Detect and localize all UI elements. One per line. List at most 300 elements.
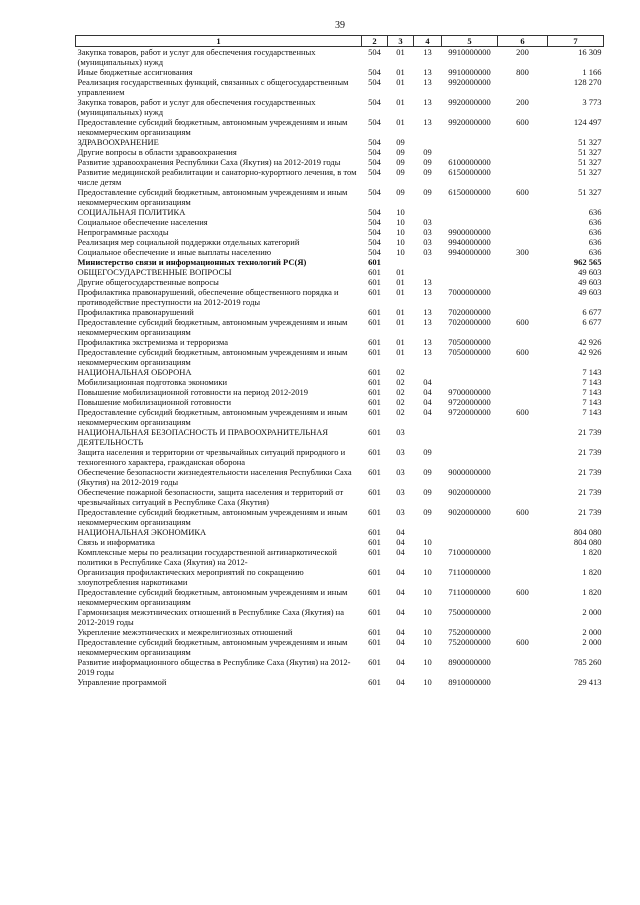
- table-row: [76, 567, 604, 587]
- item-name: Предоставление субсидий бюджетным, автономным учреждениям и иным некоммерческим организациям: [77, 637, 348, 657]
- target-article-code: [442, 137, 498, 147]
- amount: 21 739: [578, 467, 602, 477]
- amount: 1 820: [582, 587, 602, 597]
- department-code: 601: [368, 317, 381, 327]
- expense-type-code: [498, 167, 548, 187]
- department-code: 601: [368, 257, 381, 267]
- section-code: 03: [396, 487, 405, 497]
- item-name: ЗДРАВООХРАНЕНИЕ: [77, 137, 159, 147]
- table-row: [76, 527, 604, 537]
- expense-type-code: [498, 157, 548, 167]
- target-article-code: 7050000000: [448, 347, 491, 357]
- subsection-code: 13: [423, 317, 432, 327]
- section-code: 01: [396, 67, 405, 77]
- target-article-code: 7050000000: [448, 337, 491, 347]
- section-code: 03: [396, 507, 405, 517]
- subsection-code: 04: [423, 387, 432, 397]
- department-code: 504: [368, 117, 381, 127]
- item-name: Развитие медицинской реабилитации и санаторно-курортного лечения, в том числе детям: [77, 167, 357, 187]
- item-name: Социальное обеспечение населения: [77, 217, 208, 227]
- subsection-code: 13: [423, 117, 432, 127]
- section-code: 01: [396, 77, 405, 87]
- expense-type-code: [498, 657, 548, 677]
- target-article-code: [442, 447, 498, 467]
- section-code: 03: [396, 467, 405, 477]
- section-code: 10: [396, 217, 405, 227]
- amount: 49 603: [578, 287, 602, 297]
- table-row: [76, 147, 604, 157]
- page-number: 39: [335, 20, 345, 31]
- subsection-code: 13: [423, 47, 432, 57]
- section-code: 01: [396, 337, 405, 347]
- target-article-code: 9940000000: [448, 237, 491, 247]
- subsection-code: 10: [423, 627, 432, 637]
- expense-type-code: [498, 387, 548, 397]
- subsection-code: [414, 427, 442, 447]
- department-code: 601: [368, 337, 381, 347]
- department-code: 601: [368, 447, 381, 457]
- subsection-code: 10: [423, 607, 432, 617]
- section-code: 01: [396, 97, 405, 107]
- section-code: [388, 257, 414, 267]
- expense-type-code: [498, 257, 548, 267]
- subsection-code: [414, 367, 442, 377]
- subsection-code: 10: [423, 587, 432, 597]
- expense-type-code: 600: [516, 587, 529, 597]
- table-row: [76, 347, 604, 367]
- table-row: [76, 157, 604, 167]
- department-code: 504: [368, 147, 381, 157]
- target-article-code: 9920000000: [448, 97, 491, 107]
- amount: 42 926: [578, 337, 602, 347]
- expense-type-code: [498, 377, 548, 387]
- column-header: 2: [362, 36, 388, 47]
- expense-type-code: [498, 207, 548, 217]
- target-article-code: 9020000000: [448, 487, 491, 497]
- department-code: 601: [368, 547, 381, 557]
- amount: 7 143: [582, 407, 602, 417]
- item-name: Реализация мер социальной поддержки отдельных категорий: [77, 237, 300, 247]
- expense-type-code: [498, 277, 548, 287]
- expense-type-code: [498, 147, 548, 157]
- target-article-code: 9000000000: [448, 467, 491, 477]
- expense-type-code: 800: [516, 67, 529, 77]
- section-code: 09: [396, 137, 405, 147]
- expense-type-code: 600: [516, 117, 529, 127]
- amount: 7 143: [582, 387, 602, 397]
- amount: 785 260: [573, 657, 602, 667]
- department-code: 504: [368, 227, 381, 237]
- expense-type-code: [498, 677, 548, 687]
- department-code: 601: [368, 507, 381, 517]
- target-article-code: 7110000000: [448, 567, 491, 577]
- subsection-code: 10: [423, 537, 432, 547]
- expense-type-code: [498, 267, 548, 277]
- department-code: 601: [368, 287, 381, 297]
- amount: 962 565: [573, 257, 602, 267]
- section-code: 04: [396, 657, 405, 667]
- column-header: 6: [498, 36, 548, 47]
- target-article-code: [442, 527, 498, 537]
- section-code: 01: [396, 267, 405, 277]
- target-article-code: 7500000000: [448, 607, 491, 617]
- expense-type-code: [498, 217, 548, 227]
- item-name: Другие вопросы в области здравоохранения: [77, 147, 237, 157]
- amount: 49 603: [578, 277, 602, 287]
- expense-type-code: [498, 527, 548, 537]
- department-code: 504: [368, 167, 381, 177]
- target-article-code: 7020000000: [448, 307, 491, 317]
- item-name: Профилактика правонарушений: [77, 307, 194, 317]
- subsection-code: 04: [423, 407, 432, 417]
- section-code: 02: [396, 387, 405, 397]
- table-row: [76, 47, 604, 68]
- item-name: Связь и информатика: [77, 537, 155, 547]
- target-article-code: 7020000000: [448, 317, 491, 327]
- target-article-code: [442, 537, 498, 547]
- amount: 7 143: [582, 397, 602, 407]
- section-code: 04: [396, 637, 405, 647]
- target-article-code: 9940000000: [448, 247, 491, 257]
- amount: 3 773: [582, 97, 602, 107]
- expense-type-code: [498, 427, 548, 447]
- subsection-code: 13: [423, 287, 432, 297]
- column-header: 3: [388, 36, 414, 47]
- subsection-code: 09: [423, 487, 432, 497]
- table-row: [76, 227, 604, 237]
- department-code: 601: [368, 537, 381, 547]
- subsection-code: 13: [423, 277, 432, 287]
- table-row: [76, 507, 604, 527]
- target-article-code: 9910000000: [448, 47, 491, 57]
- expense-type-code: [498, 337, 548, 347]
- table-row: [76, 627, 604, 637]
- item-name: Социальное обеспечение и иные выплаты населению: [77, 247, 272, 257]
- expense-type-code: [498, 607, 548, 627]
- department-code: 601: [368, 307, 381, 317]
- subsection-code: 04: [423, 397, 432, 407]
- section-code: 03: [396, 427, 405, 437]
- table-row: [76, 77, 604, 97]
- department-code: 601: [368, 377, 381, 387]
- item-name: Предоставление субсидий бюджетным, автономным учреждениям и иным некоммерческим организациям: [77, 347, 348, 367]
- department-code: 601: [368, 657, 381, 667]
- amount: 51 327: [578, 157, 602, 167]
- target-article-code: 9920000000: [448, 117, 491, 127]
- expense-type-code: [498, 287, 548, 307]
- target-article-code: 9910000000: [448, 67, 491, 77]
- subsection-code: 09: [423, 507, 432, 517]
- department-code: 601: [368, 267, 381, 277]
- department-code: 601: [368, 397, 381, 407]
- subsection-code: 03: [423, 247, 432, 257]
- section-code: 04: [396, 567, 405, 577]
- target-article-code: 7100000000: [448, 547, 491, 557]
- table-row: [76, 677, 604, 687]
- column-header: 1: [76, 36, 362, 47]
- amount: 6 677: [582, 307, 602, 317]
- section-code: 01: [396, 307, 405, 317]
- expense-type-code: [498, 237, 548, 247]
- item-name: Комплексные меры по реализации государственной антинаркотической политики в Республике Саха (Якутия) на 2012-: [77, 547, 337, 567]
- section-code: 09: [396, 157, 405, 167]
- department-code: 601: [368, 487, 381, 497]
- budget-table: [75, 35, 604, 687]
- department-code: 601: [368, 387, 381, 397]
- expense-type-code: 600: [516, 347, 529, 357]
- item-name: Обеспечение пожарной безопасности, защита населения и территорий от чрезвычайных ситуаций в Республике Саха (Якутия): [77, 487, 344, 507]
- item-name: Реализация государственных функций, связанных с общегосударственным управлением: [77, 77, 349, 97]
- amount: 21 739: [578, 427, 602, 437]
- table-row: [76, 307, 604, 317]
- target-article-code: [442, 427, 498, 447]
- expense-type-code: [498, 547, 548, 567]
- amount: 21 739: [578, 447, 602, 457]
- target-article-code: [442, 277, 498, 287]
- subsection-code: 13: [423, 337, 432, 347]
- table-row: [76, 447, 604, 467]
- amount: 2 000: [582, 607, 602, 617]
- table-row: [76, 137, 604, 147]
- expense-type-code: [498, 487, 548, 507]
- item-name: Закупка товаров, работ и услуг для обеспечения государственных (муниципальных) нужд: [77, 47, 316, 67]
- subsection-code: 09: [423, 187, 432, 197]
- target-article-code: [442, 267, 498, 277]
- subsection-code: 10: [423, 567, 432, 577]
- amount: 21 739: [578, 487, 602, 497]
- section-code: 04: [396, 547, 405, 557]
- item-name: НАЦИОНАЛЬНАЯ ЭКОНОМИКА: [77, 527, 207, 537]
- expense-type-code: [498, 227, 548, 237]
- amount: 21 739: [578, 507, 602, 517]
- target-article-code: [442, 217, 498, 227]
- subsection-code: 04: [423, 377, 432, 387]
- target-article-code: [442, 367, 498, 377]
- amount: 16 309: [578, 47, 602, 57]
- target-article-code: 9720000000: [448, 407, 491, 417]
- table-row: [76, 247, 604, 257]
- table-row: [76, 317, 604, 337]
- item-name: Профилактика правонарушений, обеспечение общественного порядка и противодействие преступности на 2012-2019 годы: [77, 287, 339, 307]
- item-name: Управление программой: [77, 677, 167, 687]
- table-row: [76, 337, 604, 347]
- department-code: 504: [368, 217, 381, 227]
- subsection-code: 13: [423, 347, 432, 357]
- section-code: 04: [396, 537, 405, 547]
- target-article-code: [442, 207, 498, 217]
- amount: 51 327: [578, 137, 602, 147]
- department-code: 601: [368, 277, 381, 287]
- amount: 6 677: [582, 317, 602, 327]
- amount: 1 166: [582, 67, 602, 77]
- expense-type-code: [498, 627, 548, 637]
- table-row: [76, 257, 604, 267]
- table-row: [76, 207, 604, 217]
- department-code: 504: [368, 77, 381, 87]
- expense-type-code: 600: [516, 317, 529, 327]
- section-code: 10: [396, 247, 405, 257]
- amount: 49 603: [578, 267, 602, 277]
- target-article-code: 9720000000: [448, 397, 491, 407]
- expense-type-code: [498, 567, 548, 587]
- table-row: [76, 657, 604, 677]
- item-name: Организация профилактических мероприятий по сокращению злоупотребления наркотиками: [77, 567, 304, 587]
- table-row: [76, 407, 604, 427]
- amount: 124 497: [573, 117, 602, 127]
- item-name: Непрограммные расходы: [77, 227, 169, 237]
- target-article-code: 9920000000: [448, 77, 491, 87]
- target-article-code: 8910000000: [448, 677, 491, 687]
- table-row: [76, 267, 604, 277]
- expense-type-code: [498, 467, 548, 487]
- subsection-code: 03: [423, 237, 432, 247]
- table-row: [76, 97, 604, 117]
- amount: 636: [588, 247, 602, 257]
- department-code: 504: [368, 207, 381, 217]
- item-name: Предоставление субсидий бюджетным, автономным учреждениям и иным некоммерческим организациям: [77, 187, 348, 207]
- item-name: Другие общегосударственные вопросы: [77, 277, 219, 287]
- expense-type-code: [498, 447, 548, 467]
- department-code: 601: [368, 587, 381, 597]
- item-name: Развитие здравоохранения Республики Саха (Якутия) на 2012-2019 годы: [77, 157, 341, 167]
- target-article-code: 6150000000: [448, 167, 491, 177]
- item-name: Предоставление субсидий бюджетным, автономным учреждениям и иным некоммерческим организациям: [77, 507, 348, 527]
- amount: 636: [588, 227, 602, 237]
- subsection-code: 13: [423, 77, 432, 87]
- section-code: 01: [396, 277, 405, 287]
- section-code: 09: [396, 147, 405, 157]
- table-row: [76, 487, 604, 507]
- table-row: [76, 547, 604, 567]
- target-article-code: 7520000000: [448, 637, 491, 647]
- amount: 128 270: [573, 77, 602, 87]
- amount: 804 080: [573, 537, 602, 547]
- department-code: 504: [368, 237, 381, 247]
- target-article-code: 7110000000: [448, 587, 491, 597]
- column-header: 4: [414, 36, 442, 47]
- item-name: Мобилизационная подготовка экономики: [77, 377, 228, 387]
- amount: 7 143: [582, 367, 602, 377]
- expense-type-code: 200: [516, 47, 529, 57]
- section-code: 09: [396, 187, 405, 197]
- subsection-code: 03: [423, 217, 432, 227]
- item-name: Укрепление межэтнических и межрелигиозных отношений: [77, 627, 293, 637]
- target-article-code: [442, 147, 498, 157]
- amount: 2 000: [582, 627, 602, 637]
- department-code: 504: [368, 67, 381, 77]
- section-code: 01: [396, 287, 405, 297]
- subsection-code: 13: [423, 97, 432, 107]
- target-article-code: [442, 257, 498, 267]
- table-row: [76, 387, 604, 397]
- table-row: [76, 427, 604, 447]
- item-name: Закупка товаров, работ и услуг для обеспечения государственных (муниципальных) нужд: [77, 97, 316, 117]
- expense-type-code: [498, 397, 548, 407]
- department-code: 504: [368, 157, 381, 167]
- item-name: Повышение мобилизационной готовности на период 2012-2019: [77, 387, 309, 397]
- section-code: 10: [396, 207, 405, 217]
- section-code: 04: [396, 527, 405, 537]
- department-code: 504: [368, 187, 381, 197]
- table-row: [76, 117, 604, 137]
- table-row: [76, 587, 604, 607]
- department-code: 601: [368, 637, 381, 647]
- table-row: [76, 467, 604, 487]
- subsection-code: 10: [423, 657, 432, 667]
- subsection-code: 09: [423, 167, 432, 177]
- department-code: 601: [368, 567, 381, 577]
- amount: 2 000: [582, 637, 602, 647]
- table-row: [76, 187, 604, 207]
- amount: 51 327: [578, 147, 602, 157]
- subsection-code: [414, 137, 442, 147]
- section-code: 02: [396, 407, 405, 417]
- table-row: [76, 67, 604, 77]
- section-code: 04: [396, 677, 405, 687]
- table-row: [76, 277, 604, 287]
- target-article-code: 6100000000: [448, 157, 491, 167]
- section-code: 02: [396, 397, 405, 407]
- department-code: 601: [368, 467, 381, 477]
- item-name: СОЦИАЛЬНАЯ ПОЛИТИКА: [77, 207, 186, 217]
- expense-type-code: [498, 307, 548, 317]
- target-article-code: [442, 377, 498, 387]
- amount: 636: [588, 237, 602, 247]
- target-article-code: 9900000000: [448, 227, 491, 237]
- table-row: [76, 537, 604, 547]
- section-code: 10: [396, 237, 405, 247]
- section-code: 03: [396, 447, 405, 457]
- amount: 804 080: [573, 527, 602, 537]
- target-article-code: 7520000000: [448, 627, 491, 637]
- expense-type-code: [498, 77, 548, 97]
- item-name: Предоставление субсидий бюджетным, автономным учреждениям и иным некоммерческим организациям: [77, 587, 348, 607]
- item-name: НАЦИОНАЛЬНАЯ ОБОРОНА: [77, 367, 192, 377]
- department-code: 601: [368, 427, 381, 437]
- department-code: 504: [368, 97, 381, 107]
- amount: 51 327: [578, 167, 602, 177]
- subsection-code: 10: [423, 637, 432, 647]
- expense-type-code: 600: [516, 187, 529, 197]
- subsection-code: [414, 527, 442, 537]
- department-code: 601: [368, 677, 381, 687]
- department-code: 504: [368, 137, 381, 147]
- section-code: 01: [396, 47, 405, 57]
- subsection-code: 03: [423, 227, 432, 237]
- expense-type-code: 600: [516, 637, 529, 647]
- expense-type-code: 600: [516, 407, 529, 417]
- section-code: 02: [396, 367, 405, 377]
- target-article-code: 9700000000: [448, 387, 491, 397]
- section-code: 10: [396, 227, 405, 237]
- item-name: Развитие информационного общества в Республике Саха (Якутия) на 2012-2019 годы: [77, 657, 351, 677]
- subsection-code: [414, 207, 442, 217]
- expense-type-code: 300: [516, 247, 529, 257]
- section-code: 04: [396, 627, 405, 637]
- expense-type-code: 200: [516, 97, 529, 107]
- expense-type-code: [498, 367, 548, 377]
- department-code: 601: [368, 347, 381, 357]
- table-row: [76, 367, 604, 377]
- subsection-code: 13: [423, 307, 432, 317]
- department-code: 601: [368, 607, 381, 617]
- section-code: 01: [396, 347, 405, 357]
- amount: 1 820: [582, 567, 602, 577]
- amount: 29 413: [578, 677, 602, 687]
- item-name: Иные бюджетные ассигнования: [77, 67, 193, 77]
- item-name: Защита населения и территории от чрезвычайных ситуаций природного и техногенного характера, гражданская оборона: [77, 447, 346, 467]
- subsection-code: 09: [423, 467, 432, 477]
